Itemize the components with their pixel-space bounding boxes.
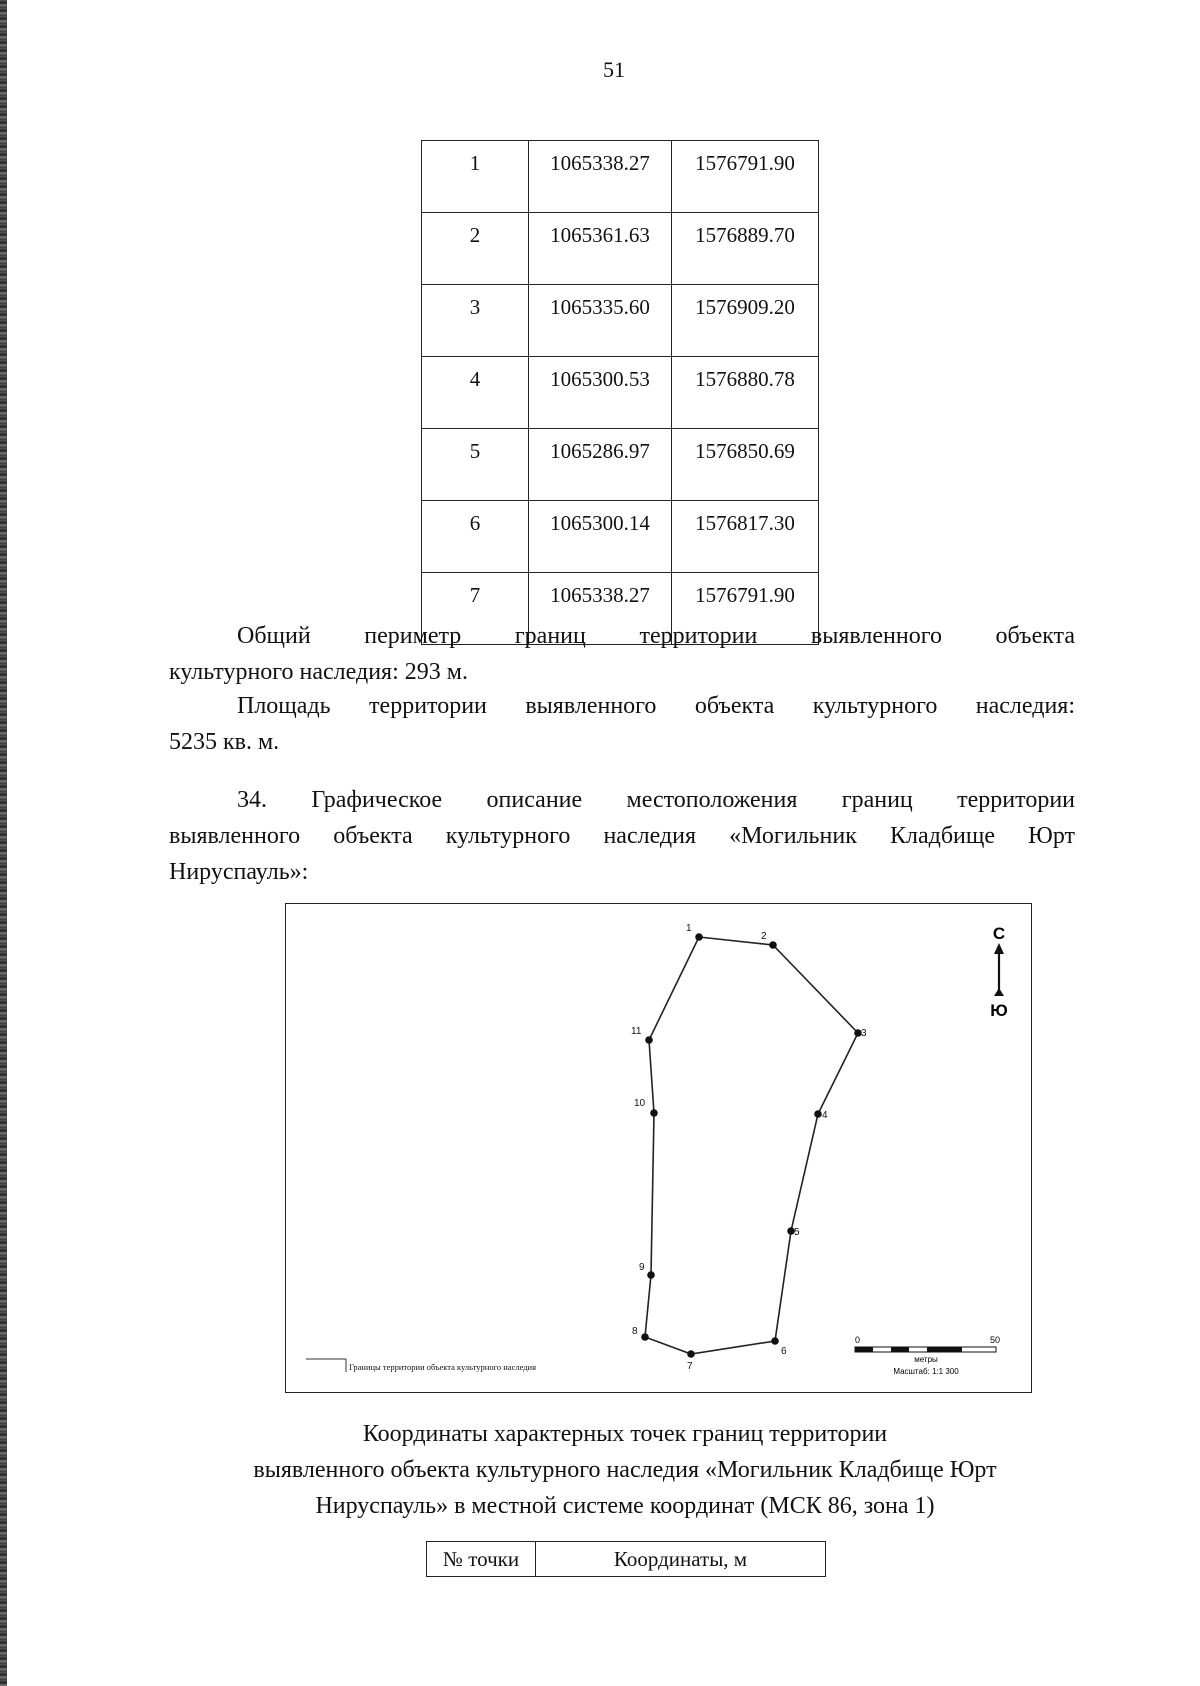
section-heading-line2: выявленного объекта культурного наследия «Могильник Кладбище Юрт — [169, 823, 1075, 849]
perimeter-text-line2: культурного наследия: 293 м. — [169, 659, 468, 685]
point-number: 1 — [422, 141, 529, 213]
point-label: 4 — [822, 1110, 828, 1121]
boundary-point — [647, 1271, 655, 1279]
boundary-point — [771, 1337, 779, 1345]
coordinates-caption-line3: Нируспауль» в местной системе координат (МСК 86, зона 1) — [315, 1493, 935, 1519]
table-row — [422, 141, 819, 213]
perimeter-text-line1: Общий периметр границ территории выявленного объекта — [237, 623, 1075, 649]
south-label: Ю — [990, 1001, 1008, 1020]
coord-x: 1065338.27 — [528, 141, 671, 213]
point-label: 10 — [634, 1098, 646, 1109]
point-label: 6 — [781, 1346, 787, 1357]
boundary-point — [645, 1036, 653, 1044]
area-text-line1: Площадь территории выявленного объекта культурного наследия: — [237, 693, 1075, 719]
coord-y: 1576889.70 — [672, 213, 819, 285]
point-label: 3 — [861, 1028, 867, 1039]
scan-edge — [0, 0, 7, 1686]
table-row — [422, 429, 819, 501]
table-row — [422, 213, 819, 285]
boundary-point — [769, 941, 777, 949]
coord-x: 1065300.53 — [528, 357, 671, 429]
point-label: 7 — [687, 1361, 693, 1372]
coordinates-table — [421, 140, 819, 645]
point-number: 3 — [422, 285, 529, 357]
north-arrow — [990, 924, 1008, 1020]
coordinates-header-table — [426, 1541, 826, 1577]
coord-y: 1576909.20 — [672, 285, 819, 357]
boundary-points — [641, 933, 862, 1358]
boundary-point — [650, 1109, 658, 1117]
coord-y: 1576791.90 — [672, 573, 819, 645]
table-row — [422, 501, 819, 573]
section-heading-line3: Нируспауль»: — [169, 859, 309, 885]
scale-max: 50 — [990, 1335, 1001, 1345]
scale-units: метры — [914, 1355, 938, 1364]
coord-x: 1065338.27 — [528, 573, 671, 645]
point-label: 5 — [794, 1227, 800, 1238]
section-heading-line1: 34. Графическое описание местоположения границ территории — [237, 787, 1075, 813]
coord-x: 1065335.60 — [528, 285, 671, 357]
boundary-map-svg — [286, 904, 1033, 1394]
point-number: 2 — [422, 213, 529, 285]
coord-x: 1065300.14 — [528, 501, 671, 573]
table-row — [422, 357, 819, 429]
arrow-tail-icon — [994, 988, 1004, 996]
coord-x: 1065286.97 — [528, 429, 671, 501]
boundary-point — [641, 1333, 649, 1341]
table-row — [422, 285, 819, 357]
coord-y: 1576880.78 — [672, 357, 819, 429]
point-number: 7 — [422, 573, 529, 645]
coordinates-caption-line2: выявленного объекта культурного наследия «Могильник Кладбище Юрт — [253, 1457, 997, 1483]
coord-y: 1576817.30 — [672, 501, 819, 573]
point-label: 9 — [639, 1262, 645, 1273]
coordinates-caption-line1: Координаты характерных точек границ территории — [362, 1421, 888, 1447]
legend-label: Границы территории объекта культурного наследия — [349, 1362, 537, 1372]
coord-x: 1065361.63 — [528, 213, 671, 285]
point-number: 6 — [422, 501, 529, 573]
table-header-row — [427, 1542, 826, 1577]
scale-min: 0 — [855, 1335, 861, 1345]
boundary-point — [695, 933, 703, 941]
column-header-point: № точки — [427, 1542, 536, 1577]
boundary-map — [285, 903, 1032, 1393]
north-label: С — [992, 924, 1006, 943]
boundary-point — [814, 1110, 822, 1118]
coord-y: 1576791.90 — [672, 141, 819, 213]
page-number: 51 — [603, 57, 625, 82]
boundary-point — [687, 1350, 695, 1358]
scale-ratio: Масштаб: 1:1 300 — [893, 1367, 959, 1376]
coord-y: 1576850.69 — [672, 429, 819, 501]
point-label: 2 — [761, 931, 767, 942]
scale-bar — [855, 1335, 1000, 1376]
point-label: 1 — [686, 923, 692, 934]
point-number: 5 — [422, 429, 529, 501]
boundary-polygon — [645, 937, 861, 1354]
point-label: 8 — [632, 1326, 638, 1337]
point-label: 11 — [631, 1026, 642, 1037]
area-text-line2: 5235 кв. м. — [169, 729, 280, 755]
column-header-coordinates: Координаты, м — [536, 1542, 826, 1577]
point-number: 4 — [422, 357, 529, 429]
legend — [306, 1359, 536, 1372]
